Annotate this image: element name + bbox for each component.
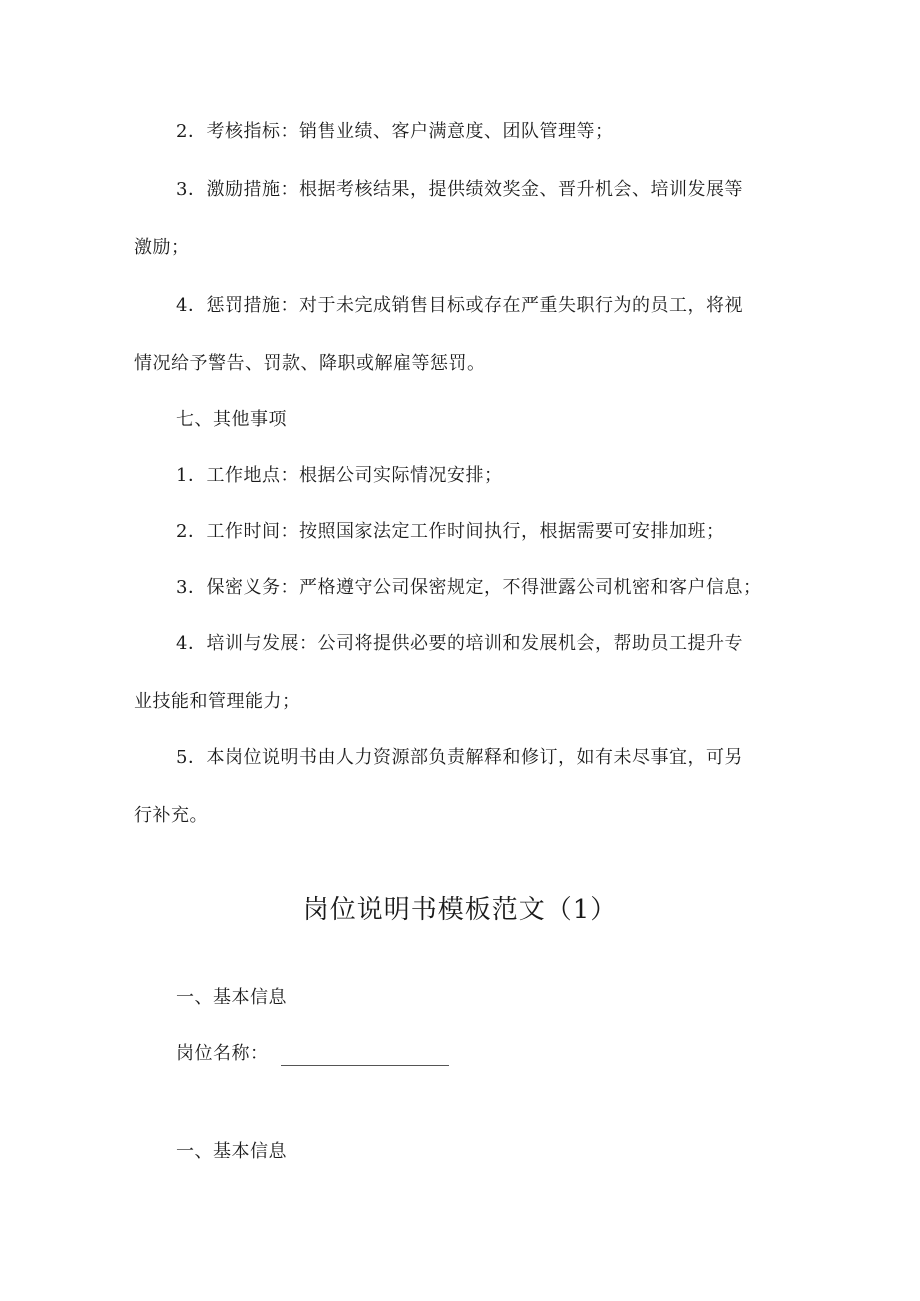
paragraph-interpretation-line1: 5．本岗位说明书由人力资源部负责解释和修订，如有未尽事宜，可另 <box>176 747 743 768</box>
section-heading-other-matters: 七、其他事项 <box>176 409 287 430</box>
paragraph-penalties-line1: 4．惩罚措施：对于未完成销售目标或存在严重失职行为的员工，将视 <box>176 295 743 316</box>
section-heading-basic-info: 一、基本信息 <box>176 987 287 1008</box>
paragraph-work-location: 1．工作地点：根据公司实际情况安排； <box>176 465 503 486</box>
paragraph-training-line2: 业技能和管理能力； <box>134 691 301 712</box>
paragraph-incentives-line2: 激励； <box>134 237 190 258</box>
paragraph-incentives-line1: 3．激励措施：根据考核结果，提供绩效奖金、晋升机会、培训发展等 <box>176 179 743 200</box>
section-heading-basic-info-repeat: 一、基本信息 <box>176 1141 287 1162</box>
paragraph-training-line1: 4．培训与发展：公司将提供必要的培训和发展机会，帮助员工提升专 <box>176 633 743 654</box>
paragraph-confidentiality: 3．保密义务：严格遵守公司保密规定，不得泄露公司机密和客户信息； <box>176 577 762 598</box>
paragraph-assessment-indicators: 2．考核指标：销售业绩、客户满意度、团队管理等； <box>176 121 614 142</box>
paragraph-penalties-line2: 情况给予警告、罚款、降职或解雇等惩罚。 <box>134 353 486 374</box>
position-name-blank[interactable] <box>281 1045 449 1066</box>
document-title: 岗位说明书模板范文（1） <box>302 895 618 925</box>
paragraph-interpretation-line2: 行补充。 <box>134 805 208 826</box>
position-name-row <box>176 1042 449 1066</box>
position-name-label: 岗位名称： <box>176 1043 269 1064</box>
paragraph-work-hours: 2．工作时间：按照国家法定工作时间执行，根据需要可安排加班； <box>176 521 725 542</box>
